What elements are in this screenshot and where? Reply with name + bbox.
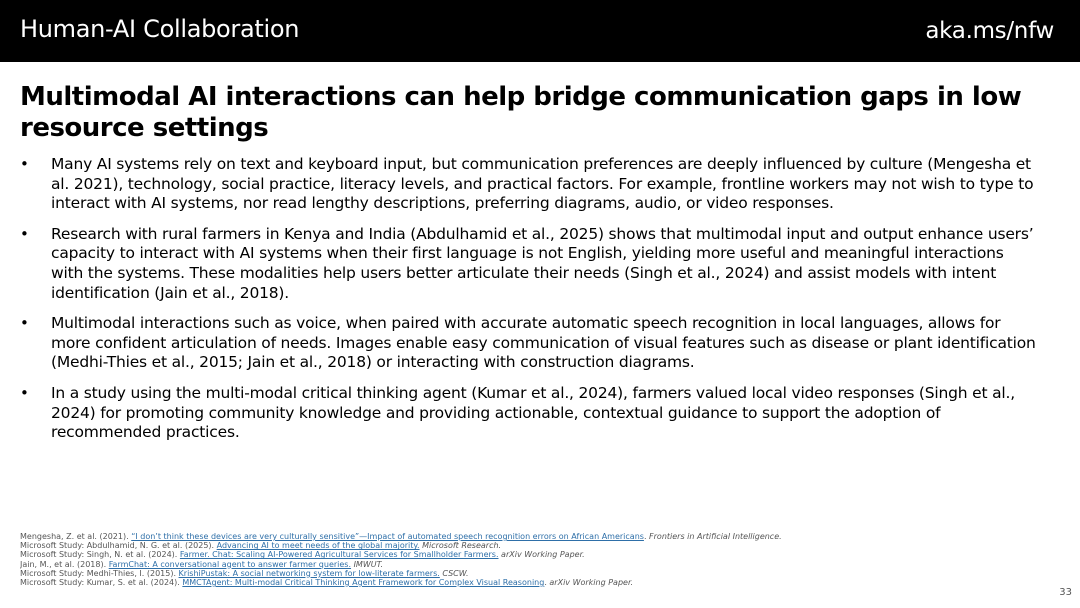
- bullet-text: Multimodal interactions such as voice, when paired with accurate automatic speech recognition in local languages, allows for more confident articulation of needs. Images enable easy communication of visual features such as disease or plant identification (Medhi-Thies et al., 2015; Jain et al., 2018) or interacting with construction diagrams.: [51, 314, 1036, 372]
- reference-entry: [20, 560, 1010, 569]
- reference-link[interactable]: KrishiPustak: A social networking system for low-literate farmers.: [178, 568, 440, 578]
- reference-authors: Mengesha, Z. et al. (2021).: [20, 532, 129, 541]
- reference-venue: Frontiers in Artificial Intelligence.: [649, 532, 782, 541]
- bullet-text: Many AI systems rely on text and keyboard input, but communication preferences are deeply influenced by culture (Mengesha et al. 2021), technology, social practice, literacy levels, and practical factors. For example, frontline workers may not wish to type to interact with AI systems, nor read lengthy descriptions, preferring diagrams, audio, or video responses.: [51, 155, 1034, 213]
- reference-entry: [20, 532, 1010, 541]
- reference-venue: CSCW.: [442, 568, 469, 578]
- reference-link[interactable]: MMCTAgent: Multi-modal Critical Thinking Agent Framework for Complex Visual Reasoning: [182, 578, 545, 588]
- reference-link[interactable]: Advancing AI to meet needs of the global majority.: [216, 541, 420, 551]
- reference-authors: Microsoft Study: Singh, N. et al. (2024).: [20, 550, 178, 560]
- header-title: Human-AI Collaboration: [20, 15, 300, 43]
- bullet-item: [20, 384, 1040, 443]
- references: [20, 532, 1010, 587]
- reference-entry: [20, 578, 1010, 587]
- header-link[interactable]: aka.ms/nfw: [925, 18, 1054, 44]
- reference-entry: [20, 550, 1010, 559]
- reference-link[interactable]: FarmChat: A conversational agent to answer farmer queries.: [108, 559, 352, 569]
- reference-separator: .: [544, 578, 547, 588]
- bullet-item: [20, 225, 1040, 303]
- reference-authors: Jain, M., et al. (2018).: [20, 559, 107, 569]
- header-bar: [0, 0, 1080, 62]
- reference-authors: Microsoft Study: Kumar, S. et al. (2024).: [20, 578, 180, 588]
- bullet-text: Research with rural farmers in Kenya and India (Abdulhamid et al., 2025) shows that multimodal input and output enhance users’ capacity to interact with AI systems when their first language is not English, yielding more useful and meaningful interactions with the systems. These modalities help users better articulate their needs (Singh et al., 2024) and assist models with intent identification (Jain et al., 2018).: [51, 224, 1034, 302]
- bullet-text: In a study using the multi-modal critical thinking agent (Kumar et al., 2024), farmers valued local video responses (Singh et al., 2024) for promoting community knowledge and providing actionable, contextual guidance to support the adoption of recommended practices.: [51, 383, 1015, 442]
- reference-venue: IMWUT.: [353, 559, 384, 569]
- bullet-item: [20, 155, 1040, 214]
- reference-entry: [20, 541, 1010, 550]
- reference-venue: arXiv Working Paper.: [501, 550, 585, 560]
- bullet-marker: •: [20, 224, 29, 243]
- reference-separator: .: [643, 532, 647, 541]
- reference-venue: Microsoft Research.: [422, 541, 502, 551]
- reference-authors: Microsoft Study: Medhi-Thies, I. (2015).: [20, 568, 176, 578]
- bullet-marker: •: [20, 314, 29, 333]
- bullet-list: [20, 155, 1040, 454]
- bullet-marker: •: [20, 383, 29, 402]
- page-number: 33: [1059, 587, 1072, 598]
- reference-authors: Microsoft Study: Abdulhamid, N. G. et al. (2025).: [20, 541, 215, 551]
- reference-entry: [20, 569, 1010, 578]
- reference-venue: arXiv Working Paper.: [549, 578, 634, 588]
- bullet-marker: •: [20, 155, 29, 173]
- bullet-item: [20, 314, 1040, 373]
- reference-link[interactable]: Farmer. Chat: Scaling AI-Powered Agricultural Services for Smallholder Farmers.: [179, 550, 499, 560]
- reference-link[interactable]: “I don’t think these devices are very culturally sensitive”—Impact of automated speech recognition errors on African Americans: [131, 532, 644, 541]
- slide-title: Multimodal AI interactions can help bridge communication gaps in low resource settings: [20, 82, 1022, 143]
